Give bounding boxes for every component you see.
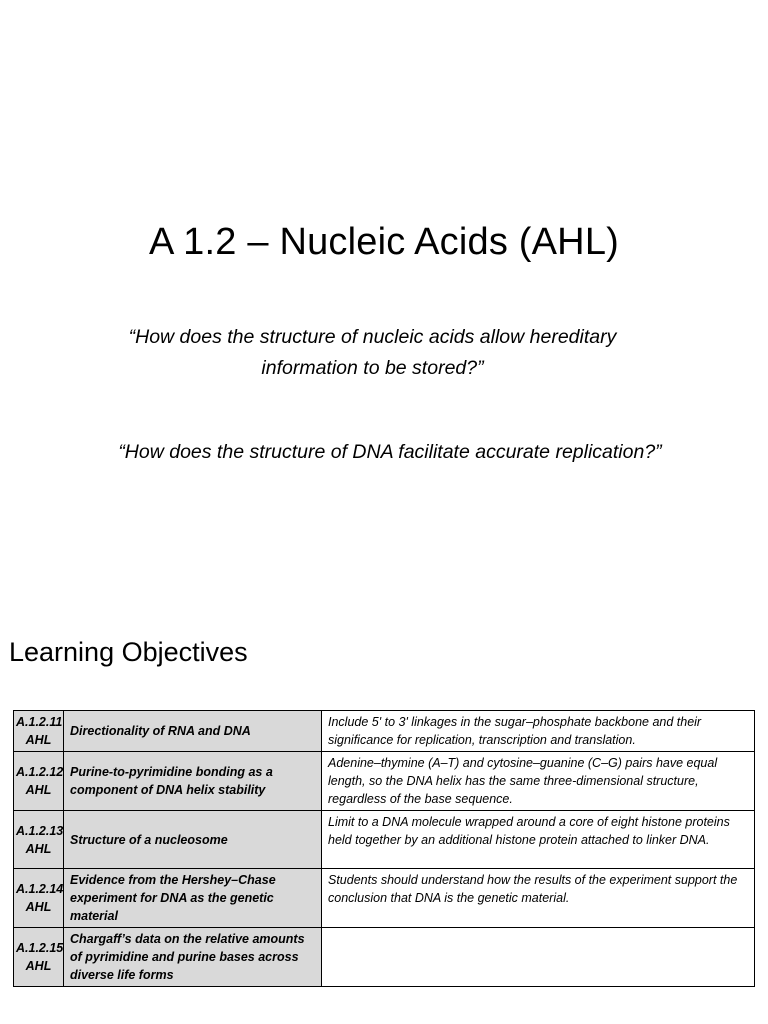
learning-objectives-heading: Learning Objectives	[9, 637, 248, 667]
objective-code: A.1.2.13	[16, 823, 64, 838]
guiding-question-2: “How does the structure of DNA facilitate accurate replication?”	[118, 441, 662, 463]
table-row	[14, 928, 755, 987]
table-row	[14, 752, 755, 811]
page-title: A 1.2 – Nucleic Acids (AHL)	[148, 221, 620, 263]
objective-code: A.1.2.11	[16, 715, 63, 729]
objective-code: A.1.2.15	[16, 941, 64, 955]
objective-code: A.1.2.14	[16, 882, 64, 896]
table-row	[14, 869, 755, 928]
objective-level: AHL	[25, 900, 52, 914]
objective-guidance: Limit to a DNA molecule wrapped around a core of eight histone proteins held together by an additional histone protein attached to linker DNA.	[322, 811, 755, 869]
learning-objectives-table	[13, 710, 755, 987]
objective-topic: Evidence from the Hershey–Chase experiment for DNA as the genetic material	[64, 869, 322, 928]
objective-code-cell	[14, 752, 64, 811]
objective-code-cell	[14, 811, 64, 869]
objective-topic: Chargaff’s data on the relative amounts of pyrimidine and purine bases across diverse life forms	[64, 928, 322, 987]
objective-topic: Structure of a nucleosome	[64, 811, 322, 869]
objective-code-cell	[14, 711, 64, 752]
objective-level: AHL	[25, 841, 52, 856]
objective-guidance: Adenine–thymine (A–T) and cytosine–guanine (C–G) pairs have equal length, so the DNA helix has the same three-dimensional structure, regardless of the base sequence.	[322, 752, 755, 811]
objective-level: AHL	[25, 733, 52, 747]
objective-topic: Directionality of RNA and DNA	[64, 711, 322, 752]
objective-level: AHL	[25, 959, 52, 973]
table-row	[14, 811, 755, 869]
table-row	[14, 711, 755, 752]
objective-topic: Purine-to-pyrimidine bonding as a component of DNA helix stability	[64, 752, 322, 811]
objective-guidance: Students should understand how the results of the experiment support the conclusion that DNA is the genetic material.	[322, 869, 755, 928]
objective-code-cell	[14, 928, 64, 987]
objective-guidance	[322, 928, 755, 987]
guiding-question-1: “How does the structure of nucleic acids allow hereditary information to be stored?”	[128, 326, 617, 379]
objective-code-cell	[14, 869, 64, 928]
objective-level: AHL	[25, 783, 52, 797]
objective-guidance: Include 5' to 3' linkages in the sugar–phosphate backbone and their significance for replication, transcription and translation.	[322, 711, 755, 752]
objective-code: A.1.2.12	[16, 765, 64, 779]
